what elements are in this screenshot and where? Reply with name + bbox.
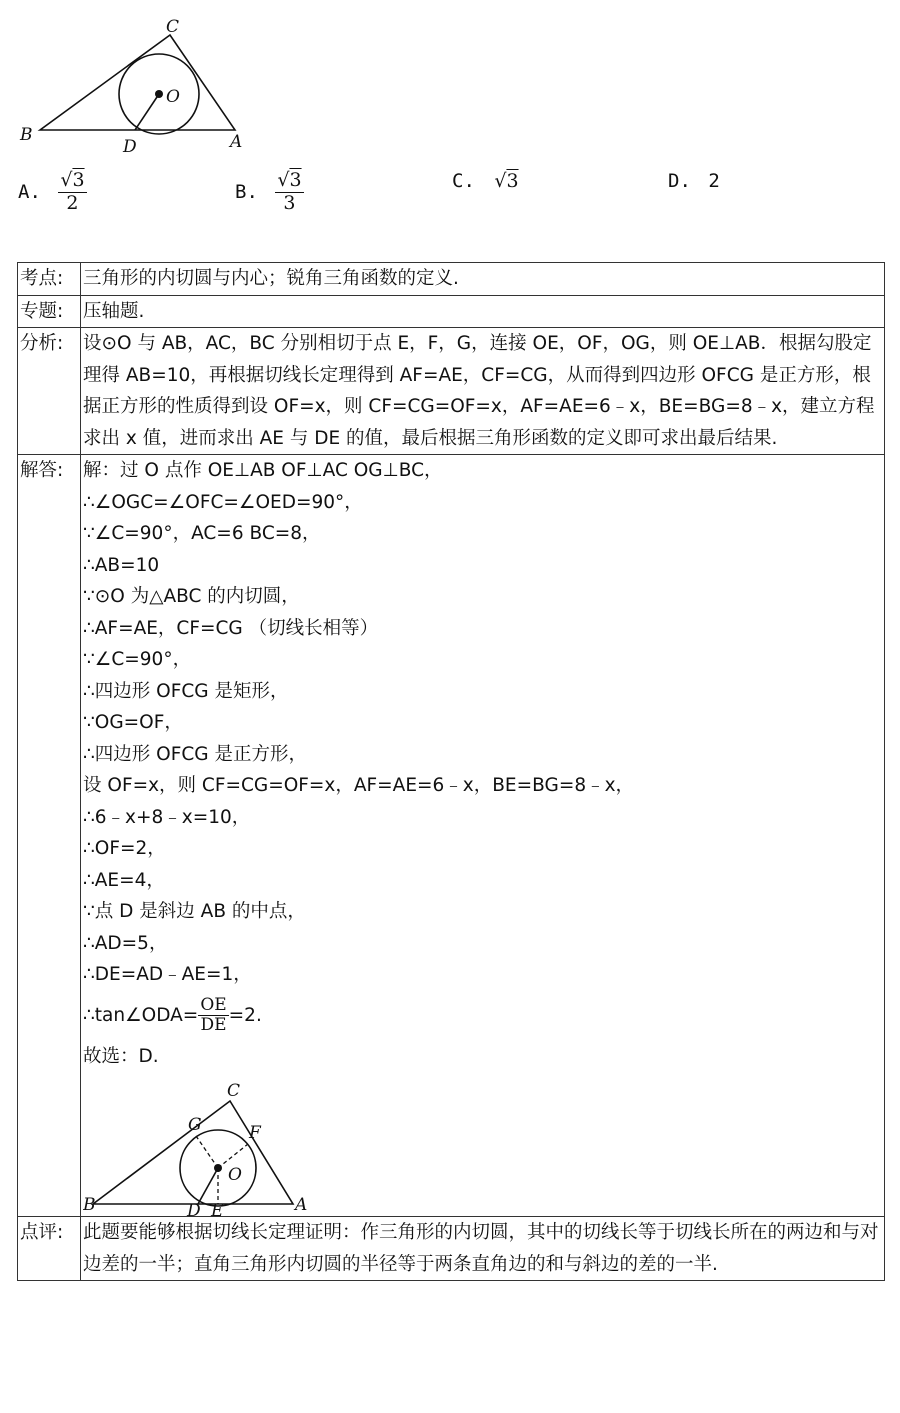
triangle-figure (10, 10, 270, 160)
label-d: D (123, 137, 137, 157)
solution-line: ∴OF=2， (83, 838, 166, 859)
label-d-2: D (187, 1201, 201, 1216)
choice-line: 故选：D. (83, 1045, 159, 1067)
solution-line: ∴DE=AD﹣AE=1， (83, 964, 252, 985)
solution-line: ∴AF=AE，CF=CG （切线长相等） (83, 617, 379, 639)
label-g: G (188, 1115, 202, 1135)
label-o-2: O (228, 1165, 242, 1185)
text-kaodian: 三角形的内切圆与内心；锐角三角函数的定义. (81, 263, 885, 296)
row-kaodian (18, 263, 885, 296)
solution-line: ∵⊙O 为△ABC 的内切圆， (83, 586, 300, 607)
segment-od-2 (198, 1168, 218, 1204)
option-d-value: 2 (708, 170, 720, 192)
sqrt-icon: √ (277, 169, 290, 191)
tan-result: =2. (228, 1004, 262, 1026)
solution-line: ∴四边形 OFCG 是正方形， (83, 743, 307, 765)
solution-line: ∴AD=5， (83, 932, 168, 954)
option-d (668, 170, 720, 192)
sqrt-icon: √ (494, 170, 507, 192)
solution-line: 解：过 O 点作 OE⊥AB OF⊥AC OG⊥BC， (83, 460, 443, 481)
solution-line: ∴AE=4， (83, 869, 165, 891)
label-c: C (166, 17, 180, 37)
solution-line: ∴∠OGC=∠OFC=∠OED=90°， (83, 491, 363, 513)
tan-fraction (198, 996, 228, 1034)
row-zhuanti (18, 295, 885, 328)
option-b-denominator: 3 (283, 191, 296, 214)
label-b: B (20, 125, 33, 145)
solution-figure (83, 1076, 333, 1216)
tan-prefix: ∴tan∠ODA= (83, 1004, 199, 1026)
key-jieda: 解答: (18, 455, 81, 1217)
solution-table (17, 262, 885, 1281)
label-e: E (211, 1201, 224, 1216)
segment-od (135, 94, 159, 130)
option-c-letter: C. (452, 170, 475, 192)
label-a-2: A (295, 1195, 308, 1215)
solution-line: 设 OF=x，则 CF=CG=OF=x，AF=AE=6﹣x，BE=BG=8﹣x， (83, 775, 635, 796)
option-b (235, 170, 304, 215)
row-dianping (18, 1217, 885, 1281)
option-a-letter: A. (18, 180, 41, 203)
key-zhuanti: 专题: (18, 295, 81, 328)
tan-numerator: OE (200, 995, 227, 1016)
option-b-fraction (275, 170, 303, 215)
label-f: F (249, 1123, 261, 1143)
segment-og (196, 1136, 218, 1168)
tan-denominator: DE (200, 1015, 227, 1035)
sqrt-icon: √ (60, 169, 73, 191)
option-c-radicand: 3 (506, 170, 519, 192)
row-fenxi (18, 328, 885, 455)
center-point-2 (214, 1164, 222, 1172)
key-fenxi: 分析: (18, 328, 81, 455)
option-a-fraction (58, 170, 86, 215)
text-dianping: 此题要能够根据切线长定理证明：作三角形的内切圆，其中的切线长等于切线长所在的两边和与对边差的一半；直角三角形内切圆的半径等于两条直角边的和与斜边的差的一半. (83, 1222, 879, 1275)
solution-line: ∴6﹣x+8﹣x=10， (83, 806, 251, 828)
text-zhuanti: 压轴题. (81, 295, 885, 328)
solution-line: ∴四边形 OFCG 是矩形， (83, 680, 289, 702)
solution-line: ∵点 D 是斜边 AB 的中点， (83, 901, 306, 922)
text-fenxi: 设⊙O 与 AB，AC，BC 分别相切于点 E，F，G，连接 OE，OF，OG，则 OE⊥AB．根据勾股定理得 AB=10，再根据切线长定理得到 AF=AE，CF=CG，从而得到四边形 OFCG 是正方形，根据正方形的性质得到设 OF=x，则 CF=CG=OF=x，AF=AE=6﹣x，BE=BG=8﹣x，建立方程求出 x 值，进而求出 AE 与 DE 的值，最后根据三角形函数的定义即可求出最后结果. (83, 333, 875, 449)
option-d-letter: D. (668, 170, 691, 192)
solution-line: ∴AB=10 (83, 554, 160, 576)
tan-equation (83, 991, 882, 1041)
option-a-radicand: 3 (72, 169, 85, 191)
solution-line: ∵∠C=90°，AC=6 BC=8， (83, 523, 321, 544)
solution-line: ∵∠C=90°， (83, 649, 192, 670)
label-c-2: C (227, 1081, 241, 1101)
solution-line: ∵OG=OF， (83, 712, 183, 733)
solution-body (81, 455, 885, 1217)
center-point (155, 90, 163, 98)
option-b-radicand: 3 (289, 169, 302, 191)
label-b-2: B (83, 1195, 96, 1215)
option-b-letter: B. (235, 180, 258, 203)
label-a: A (230, 132, 243, 152)
option-a (18, 170, 87, 215)
option-a-denominator: 2 (66, 191, 79, 214)
option-c (452, 170, 519, 192)
key-dianping: 点评: (18, 1217, 81, 1281)
triangle-abc (40, 35, 235, 130)
key-kaodian: 考点: (18, 263, 81, 296)
label-o: O (166, 87, 180, 107)
row-jieda (18, 455, 885, 1217)
